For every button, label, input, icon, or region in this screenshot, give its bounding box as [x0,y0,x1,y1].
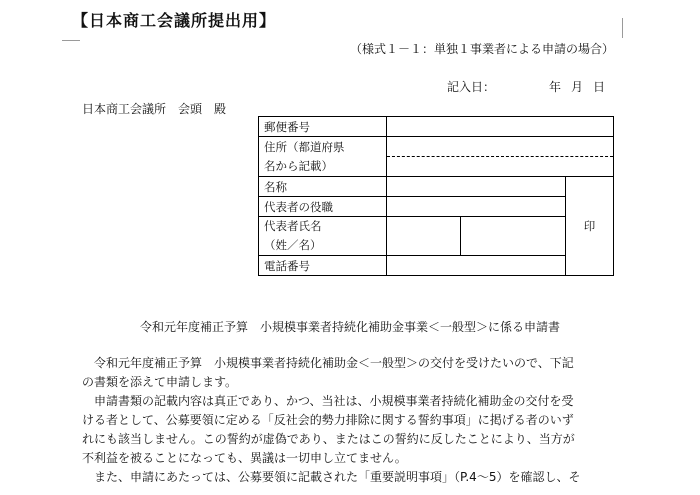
address-label-line1: 住所（都道府県 [264,139,345,154]
date-label: 記入日： [447,80,496,94]
phone-field[interactable] [387,256,566,276]
date-line [447,78,605,95]
page-corner-mark [622,18,623,38]
addressee [82,100,238,117]
phone-label: 電話番号 [259,256,387,276]
addressee-honorific: 殿 [214,102,227,116]
rep-given-name-field[interactable] [461,217,566,256]
date-month: 月 [571,80,584,94]
body-line: れにも該当しません。この誓約が虚偽であり、またはこの誓約に反したことにより、当方が [82,432,575,446]
seal-cell: 印 [566,177,614,276]
rep-name-label [259,217,387,256]
address-field-upper [387,137,613,157]
body-line: また、申請にあたっては、公募要領に記載された「重要説明事項」（P.4～5）を確認し、そ [94,470,581,484]
body-line: 申請書類の記載内容は真正であり、かつ、当社は、小規模事業者持続化補助金の交付を受 [94,394,574,408]
date-year: 年 [549,80,562,94]
table-row [259,177,614,197]
rep-name-label-line1: 代表者氏名 [264,219,322,233]
table-row [259,197,614,217]
body-line: ける者として、公募要領に定める「反社会的勢力排除に関する誓約事項」に掲げる者のいず [82,413,574,427]
rep-title-label: 代表者の役職 [259,197,387,217]
body-line: 不利益を被ることになっても、異議は一切申し立てません。 [82,451,407,465]
addressee-title: 会頭 [178,102,203,116]
addressee-org: 日本商工会議所 [82,102,167,116]
rep-name-label-line2: （姓／名） [264,238,322,252]
table-row [259,117,614,137]
rep-surname-field[interactable] [387,217,461,256]
body-line: の書類を添えて申請します。 [82,375,238,389]
rep-title-field[interactable] [387,197,566,217]
address-field[interactable] [387,137,614,177]
document-heading: 【日本商工会議所提出用】 [72,11,277,30]
page-corner-mark [62,40,80,41]
date-day: 日 [593,80,606,94]
name-field[interactable] [387,177,566,197]
address-label-line2: 名から記載） [264,158,333,173]
form-number: （様式１－１：単独１事業者による申請の場合） [349,42,614,56]
table-row [259,217,614,256]
table-row [259,256,614,276]
address-label [259,137,387,177]
body-line: 令和元年度補正予算 小規模事業者持続化補助金＜一般型＞の交付を受けたいので、下記 [94,356,574,370]
table-row [259,137,614,177]
postal-code-field[interactable] [387,117,614,137]
address-field-lower [387,157,613,176]
body-text [82,354,622,487]
postal-code-label: 郵便番号 [259,117,387,137]
document-title: 令和元年度補正予算 小規模事業者持続化補助金事業＜一般型＞に係る申請書 [139,320,560,334]
name-label: 名称 [259,177,387,197]
applicant-info-table [258,116,614,276]
